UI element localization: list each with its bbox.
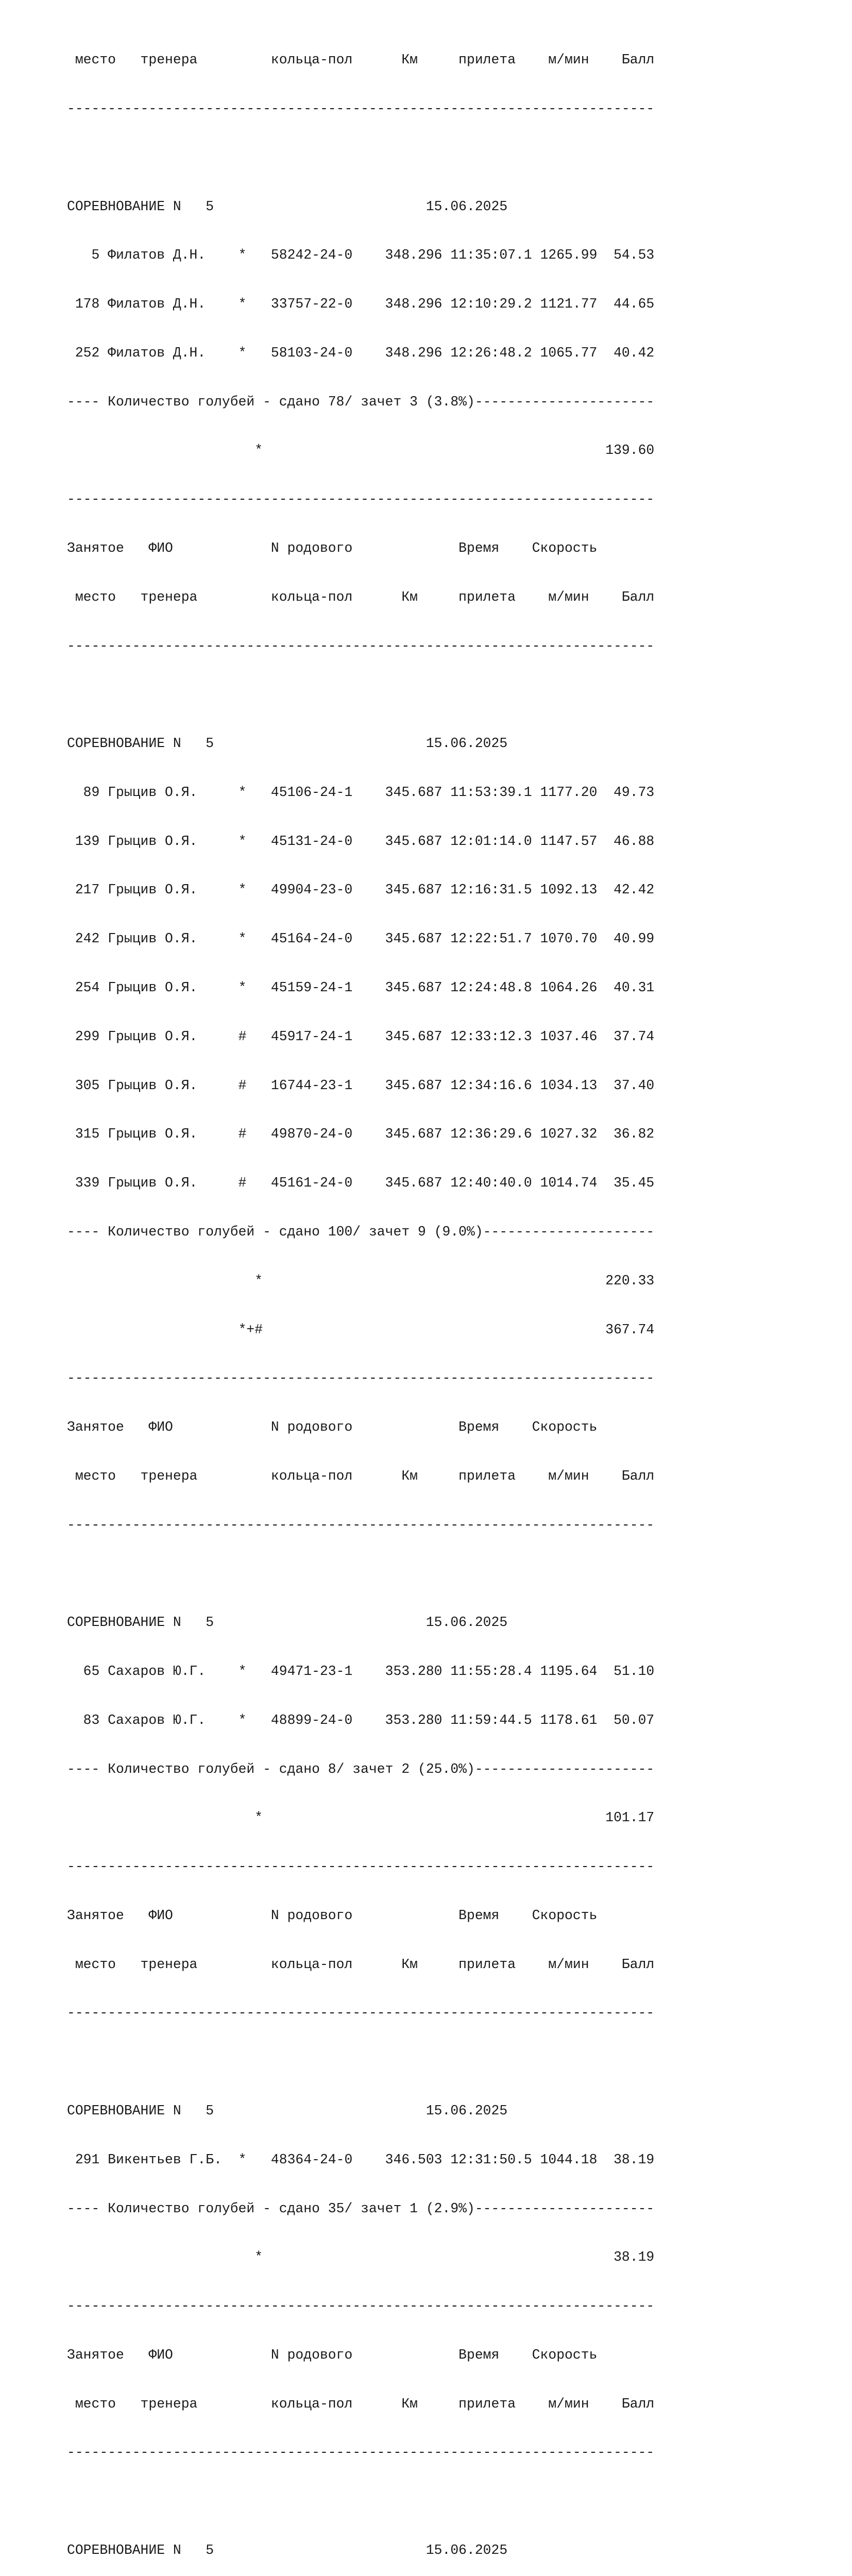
report-line: СОРЕВНОВАНИЕ N 5 15.06.2025 xyxy=(67,1615,508,1631)
report-line: ------------------------------------------------------------------------ xyxy=(67,638,655,654)
report-line: * 101.17 xyxy=(67,1810,655,1826)
report-line: * 139.60 xyxy=(67,443,655,459)
report-line: место тренера кольца-пол Км прилета м/мин Балл xyxy=(67,1956,655,1972)
report-line xyxy=(67,687,654,703)
report-line: Занятое ФИО N родового Время Скорость xyxy=(67,540,598,556)
report-line: ------------------------------------------------------------------------ xyxy=(67,100,655,116)
report-line xyxy=(67,2494,654,2510)
report-line xyxy=(67,2054,654,2071)
report-line: 299 Грыцив О.Я. # 45917-24-1 345.687 12:33:12.3 1037.46 37.74 xyxy=(67,1028,655,1044)
report-line: 291 Викентьев Г.Б. * 48364-24-0 346.503 12:31:50.5 1044.18 38.19 xyxy=(67,2151,655,2167)
report-line: ------------------------------------------------------------------------ xyxy=(67,1517,655,1533)
report-line: 178 Филатов Д.Н. * 33757-22-0 348.296 12:10:29.2 1121.77 44.65 xyxy=(67,296,655,312)
report-line: место тренера кольца-пол Км прилета м/мин Балл xyxy=(67,589,655,605)
report-line: *+# 367.74 xyxy=(67,1321,655,1337)
report-line: 217 Грыцив О.Я. * 49904-23-0 345.687 12:16:31.5 1092.13 42.42 xyxy=(67,882,655,898)
report-line: место тренера кольца-пол Км прилета м/мин Балл xyxy=(67,1468,655,1484)
report-line: ------------------------------------------------------------------------ xyxy=(67,2005,655,2021)
report-line: 83 Сахаров Ю.Г. * 48899-24-0 353.280 11:59:44.5 1178.61 50.07 xyxy=(67,1712,655,1728)
report-line: 5 Филатов Д.Н. * 58242-24-0 348.296 11:35:07.1 1265.99 54.53 xyxy=(67,247,655,263)
report-line: место тренера кольца-пол Км прилета м/мин Балл xyxy=(67,52,655,68)
report-line: ---- Количество голубей - сдано 78/ зачет 3 (3.8%)---------------------- xyxy=(67,394,655,410)
report-line: ------------------------------------------------------------------------ xyxy=(67,492,655,507)
report-line: СОРЕВНОВАНИЕ N 5 15.06.2025 xyxy=(67,736,508,752)
report-line: Занятое ФИО N родового Время Скорость xyxy=(67,1907,598,1923)
report-line: 252 Филатов Д.Н. * 58103-24-0 348.296 12:26:48.2 1065.77 40.42 xyxy=(67,345,655,361)
report-line: * 220.33 xyxy=(67,1273,655,1289)
report-line: СОРЕВНОВАНИЕ N 5 15.06.2025 xyxy=(67,2543,508,2558)
report-line: СОРЕВНОВАНИЕ N 5 15.06.2025 xyxy=(67,2103,508,2119)
results-report xyxy=(67,20,654,2576)
report-line: ------------------------------------------------------------------------ xyxy=(67,1859,655,1875)
report-line: место тренера кольца-пол Км прилета м/мин Балл xyxy=(67,2396,655,2412)
report-line: 65 Сахаров Ю.Г. * 49471-23-1 353.280 11:55:28.4 1195.64 51.10 xyxy=(67,1663,655,1679)
report-line: 305 Грыцив О.Я. # 16744-23-1 345.687 12:34:16.6 1034.13 37.40 xyxy=(67,1077,655,1093)
report-line: * 38.19 xyxy=(67,2249,655,2265)
report-line: 89 Грыцив О.Я. * 45106-24-1 345.687 11:53:39.1 1177.20 49.73 xyxy=(67,784,655,800)
report-line: СОРЕВНОВАНИЕ N 5 15.06.2025 xyxy=(67,198,508,214)
report-line: Занятое ФИО N родового Время Скорость xyxy=(67,2347,598,2363)
report-line: ---- Количество голубей - сдано 100/ зачет 9 (9.0%)--------------------- xyxy=(67,1224,655,1240)
report-line: 339 Грыцив О.Я. # 45161-24-0 345.687 12:40:40.0 1014.74 35.45 xyxy=(67,1175,655,1191)
report-line xyxy=(67,150,654,166)
report-line: 315 Грыцив О.Я. # 49870-24-0 345.687 12:36:29.6 1027.32 36.82 xyxy=(67,1126,655,1142)
report-line: ---- Количество голубей - сдано 35/ зачет 1 (2.9%)---------------------- xyxy=(67,2200,655,2216)
report-line: ---- Количество голубей - сдано 8/ зачет 2 (25.0%)---------------------- xyxy=(67,1761,655,1777)
report-line: ------------------------------------------------------------------------ xyxy=(67,2445,655,2461)
report-line: 139 Грыцив О.Я. * 45131-24-0 345.687 12:01:14.0 1147.57 46.88 xyxy=(67,833,655,849)
report-line: ------------------------------------------------------------------------ xyxy=(67,1370,655,1386)
report-line: 242 Грыцив О.Я. * 45164-24-0 345.687 12:22:51.7 1070.70 40.99 xyxy=(67,931,655,947)
report-line: 254 Грыцив О.Я. * 45159-24-1 345.687 12:24:48.8 1064.26 40.31 xyxy=(67,980,655,996)
report-line: ------------------------------------------------------------------------ xyxy=(67,2298,655,2314)
report-line xyxy=(67,1566,654,1582)
report-line: Занятое ФИО N родового Время Скорость xyxy=(67,1419,598,1435)
